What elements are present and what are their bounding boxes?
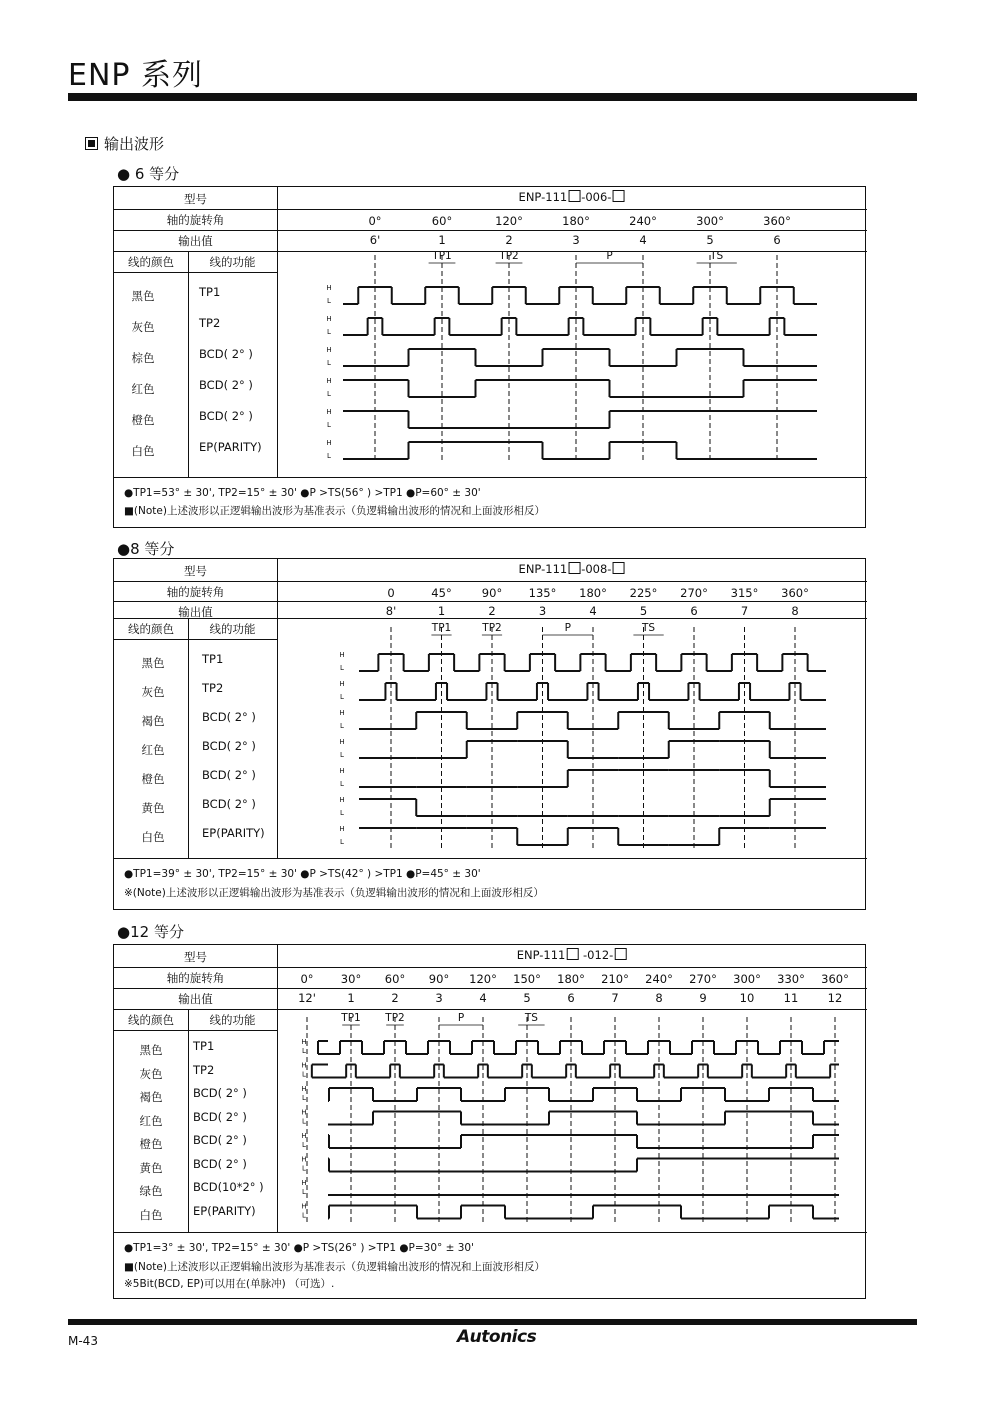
- wire-color-label: 褐色: [139, 1090, 163, 1104]
- high-level-label: H: [339, 738, 345, 746]
- waveform-table-1: [113, 558, 866, 910]
- timing-marker-label: TP1: [431, 622, 452, 634]
- wire-color-label: 橙色: [139, 1137, 163, 1151]
- wire-function-label: BCD( 2° ): [202, 710, 256, 724]
- timing-marker-label: P: [457, 1012, 465, 1024]
- high-level-label: H: [339, 709, 345, 717]
- output-value: 4: [589, 604, 597, 618]
- high-level-label: H: [339, 767, 345, 775]
- angle-value: 360°: [821, 972, 849, 986]
- output-value: 8': [385, 604, 397, 618]
- wire-color-label: 白色: [139, 1207, 163, 1222]
- output-value: 6: [773, 233, 781, 247]
- low-level-label: L: [340, 780, 344, 788]
- high-level-label: H: [339, 825, 345, 833]
- wire-color-label: 白色: [141, 830, 165, 844]
- output-value: 12': [298, 991, 316, 1005]
- wire-function-label: TP2: [193, 1062, 215, 1077]
- low-level-label: L: [302, 1070, 306, 1079]
- wire-color-label: 褐色: [141, 714, 165, 728]
- function-header: 线的功能: [209, 255, 256, 269]
- wire-function-label: TP1: [193, 1039, 215, 1053]
- wire-function-label: BCD( 2° ): [202, 768, 256, 782]
- low-level-label: L: [302, 1141, 306, 1149]
- model-prefix: ENP-111: [516, 948, 566, 962]
- wire-color-label: 红色: [131, 382, 155, 396]
- waveform-diagram: [114, 945, 867, 1300]
- model-label: 型号: [184, 564, 207, 578]
- angle-label: 轴的旋转角: [166, 971, 225, 985]
- timing-marker-label: TP2: [482, 622, 502, 634]
- output-value: 11: [783, 991, 799, 1005]
- low-level-label: L: [327, 359, 331, 367]
- wire-color-label: 灰色: [141, 685, 165, 699]
- high-level-label: H: [301, 1155, 307, 1164]
- high-level-label: H: [301, 1061, 307, 1070]
- wire-color-label: 白色: [131, 444, 155, 458]
- high-level-label: H: [326, 377, 332, 385]
- title-rule: [68, 93, 917, 101]
- angle-label: 轴的旋转角: [166, 213, 225, 227]
- low-level-label: L: [340, 693, 344, 701]
- table-note: ※(Note)上述波形以正逻辑输出波形为基准表示（负逻辑输出波形的情况和上面波形相反）: [124, 887, 544, 899]
- angle-label: 轴的旋转角: [166, 585, 225, 599]
- low-level-label: L: [327, 328, 331, 336]
- angle-value: 0°: [368, 214, 382, 228]
- wire-function-label: BCD( 2° ): [202, 797, 256, 811]
- color-header: 线的颜色: [128, 255, 174, 269]
- timing-marker-label: TP1: [432, 250, 452, 262]
- low-level-label: L: [340, 664, 344, 672]
- angle-value: 0°: [300, 972, 314, 986]
- color-header: 线的颜色: [128, 1013, 174, 1027]
- output-value: 6: [567, 991, 575, 1005]
- high-level-label: H: [301, 1179, 307, 1187]
- timing-marker-label: TS: [642, 622, 656, 634]
- low-level-label: L: [302, 1047, 306, 1055]
- angle-value: 180°: [579, 586, 607, 600]
- wire-color-label: 黑色: [131, 289, 155, 303]
- model-prefix: ENP-111: [518, 562, 568, 576]
- timing-marker-label: TP2: [385, 1012, 405, 1024]
- wire-function-label: BCD( 2° ): [193, 1086, 247, 1100]
- angle-value: 360°: [781, 586, 809, 600]
- angle-value: 120°: [495, 214, 523, 228]
- wire-color-label: 棕色: [131, 351, 155, 365]
- wire-function-label: EP(PARITY): [199, 440, 262, 454]
- output-value: 8: [791, 604, 799, 618]
- wire-function-label: TP2: [199, 316, 221, 330]
- output-value: 3: [435, 991, 443, 1005]
- timing-marker-label: P: [606, 250, 613, 262]
- high-level-label: H: [301, 1132, 307, 1140]
- square-bullet-icon: [85, 137, 98, 150]
- wire-function-label: EP(PARITY): [193, 1203, 256, 1218]
- table-note: ●TP1=39° ± 30', TP2=15° ± 30' ●P >TS(42° ) >TP1 ●P=45° ± 30': [124, 868, 481, 880]
- table-heading-1: ●8 等分: [117, 540, 175, 558]
- low-level-label: L: [327, 452, 331, 460]
- angle-value: 135°: [528, 586, 557, 600]
- high-level-label: H: [339, 680, 345, 688]
- low-level-label: L: [302, 1117, 306, 1126]
- table-note: ■(Note)上述波形以正逻辑输出波形为基准表示（负逻辑输出波形的情况和上面波形相反）: [124, 1261, 545, 1273]
- low-level-label: L: [302, 1094, 306, 1102]
- waveform-table-0: [113, 186, 866, 528]
- model-mid: -012-: [579, 948, 614, 962]
- angle-value: 90°: [428, 972, 450, 986]
- output-value: 2: [488, 604, 496, 618]
- angle-value: 60°: [431, 214, 453, 228]
- output-value: 3: [538, 604, 547, 618]
- wire-color-label: 橙色: [141, 772, 165, 786]
- wire-color-label: 黑色: [139, 1043, 163, 1057]
- section-heading: [85, 133, 164, 154]
- high-level-label: H: [301, 1085, 307, 1093]
- output-value: 7: [611, 991, 619, 1005]
- high-level-label: H: [339, 796, 345, 804]
- table-note: ●TP1=53° ± 30', TP2=15° ± 30' ●P >TS(56° ) >TP1 ●P=60° ± 30': [124, 487, 481, 499]
- wire-color-label: 红色: [141, 743, 165, 757]
- model-prefix: ENP-111: [518, 190, 568, 204]
- wire-function-label: TP2: [202, 681, 224, 695]
- low-level-label: L: [327, 297, 331, 305]
- output-value: 6: [690, 604, 698, 618]
- angle-value: 210°: [601, 972, 629, 986]
- timing-marker-label: TP2: [499, 250, 519, 262]
- output-value: 10: [739, 991, 755, 1005]
- high-level-label: H: [301, 1038, 307, 1046]
- angle-value: 240°: [629, 214, 657, 228]
- wire-color-label: 绿色: [139, 1184, 163, 1198]
- table-heading-0: ● 6 等分: [117, 165, 180, 183]
- output-value: 4: [479, 991, 487, 1005]
- wire-color-label: 红色: [139, 1113, 163, 1128]
- output-value: 5: [639, 604, 648, 618]
- model-mid: -006-: [581, 190, 612, 204]
- footer-rule: [68, 1319, 917, 1325]
- output-value: 1: [437, 604, 446, 618]
- output-value: 9: [699, 991, 707, 1005]
- brand-logo: Autonics: [457, 1327, 537, 1347]
- wire-function-label: EP(PARITY): [202, 826, 265, 840]
- output-value: 5: [523, 991, 531, 1005]
- high-level-label: H: [326, 408, 332, 416]
- wire-function-label: BCD( 2° ): [193, 1156, 247, 1171]
- output-value: 4: [639, 233, 647, 247]
- wire-color-label: 黄色: [139, 1160, 163, 1175]
- section-title: 输出波形: [104, 135, 165, 153]
- output-value: 7: [740, 604, 749, 618]
- angle-value: 30°: [340, 972, 362, 986]
- angle-value: 330°: [777, 972, 805, 986]
- output-value: 8: [655, 991, 663, 1005]
- output-label: 输出值: [178, 992, 213, 1006]
- page-number: M-43: [68, 1334, 98, 1348]
- angle-value: 45°: [431, 586, 452, 600]
- low-level-label: L: [340, 722, 344, 730]
- low-level-label: L: [327, 421, 331, 429]
- angle-value: 270°: [680, 586, 708, 600]
- angle-value: 270°: [689, 972, 717, 986]
- angle-value: 360°: [763, 214, 791, 228]
- model-label: 型号: [184, 192, 207, 206]
- page-title: ENP 系列: [68, 58, 204, 93]
- wire-function-label: BCD( 2° ): [199, 409, 253, 423]
- angle-value: 240°: [645, 972, 673, 986]
- wire-function-label: TP1: [202, 652, 224, 666]
- output-value: 3: [572, 233, 580, 247]
- model-mid: -008-: [581, 562, 612, 576]
- angle-value: 90°: [481, 586, 503, 600]
- angle-value: 315°: [730, 586, 759, 600]
- wire-function-label: BCD( 2° ): [199, 378, 253, 392]
- waveform-diagram: [114, 187, 867, 529]
- model-label: 型号: [184, 950, 207, 964]
- wire-function-label: BCD( 2° ): [193, 1133, 247, 1147]
- output-value: 12: [827, 991, 843, 1005]
- table-note: ■(Note)上述波形以正逻辑输出波形为基准表示（负逻辑输出波形的情况和上面波形相反）: [124, 505, 545, 517]
- low-level-label: L: [340, 838, 344, 846]
- high-level-label: H: [326, 315, 332, 323]
- angle-value: 0: [387, 586, 395, 600]
- angle-value: 180°: [557, 972, 585, 986]
- angle-value: 300°: [733, 972, 761, 986]
- output-value: 1: [438, 233, 446, 247]
- timing-marker-label: TP1: [341, 1012, 361, 1024]
- output-value: 5: [706, 233, 714, 247]
- high-level-label: H: [339, 651, 345, 659]
- function-header: 线的功能: [209, 622, 256, 636]
- wire-color-label: 灰色: [131, 320, 155, 334]
- angle-value: 180°: [562, 214, 590, 228]
- output-label: 输出值: [178, 605, 213, 619]
- angle-value: 150°: [513, 972, 541, 986]
- waveform-table-2: [113, 944, 866, 1299]
- wire-color-label: 黄色: [141, 801, 165, 815]
- low-level-label: L: [340, 751, 344, 759]
- low-level-label: L: [340, 809, 344, 817]
- high-level-label: H: [326, 284, 332, 292]
- wire-function-label: BCD( 2° ): [202, 739, 256, 753]
- angle-value: 300°: [696, 214, 724, 228]
- high-level-label: H: [301, 1108, 307, 1117]
- angle-value: 120°: [469, 972, 497, 986]
- wire-function-label: BCD(10*2° ): [193, 1180, 264, 1194]
- timing-marker-label: P: [564, 622, 571, 634]
- angle-value: 60°: [384, 972, 406, 986]
- high-level-label: H: [301, 1202, 307, 1211]
- timing-marker-label: TS: [710, 250, 724, 262]
- output-value: 1: [347, 991, 355, 1005]
- output-value: 2: [391, 991, 399, 1005]
- angle-value: 225°: [629, 586, 658, 600]
- wire-function-label: BCD( 2° ): [193, 1109, 247, 1124]
- high-level-label: H: [326, 346, 332, 354]
- low-level-label: L: [302, 1211, 306, 1220]
- function-header: 线的功能: [209, 1013, 256, 1027]
- table-note: ※5Bit(BCD, EP)可以用在(单脉冲) （可选）.: [124, 1278, 335, 1290]
- low-level-label: L: [327, 390, 331, 398]
- waveform-diagram: [114, 559, 867, 911]
- output-label: 输出值: [178, 234, 213, 248]
- wire-function-label: BCD( 2° ): [199, 347, 253, 361]
- low-level-label: L: [302, 1164, 306, 1173]
- output-value: 6': [369, 233, 381, 247]
- table-heading-2: ●12 等分: [117, 923, 184, 941]
- color-header: 线的颜色: [128, 622, 174, 636]
- table-note: ●TP1=3° ± 30', TP2=15° ± 30' ●P >TS(26° ) >TP1 ●P=30° ± 30': [124, 1242, 474, 1254]
- output-value: 2: [505, 233, 513, 247]
- low-level-label: L: [302, 1188, 306, 1196]
- high-level-label: H: [326, 439, 332, 447]
- wire-color-label: 橙色: [131, 413, 155, 427]
- wire-color-label: 黑色: [141, 656, 165, 670]
- timing-marker-label: TS: [524, 1012, 538, 1024]
- wire-color-label: 灰色: [139, 1066, 163, 1081]
- wire-function-label: TP1: [199, 285, 221, 299]
